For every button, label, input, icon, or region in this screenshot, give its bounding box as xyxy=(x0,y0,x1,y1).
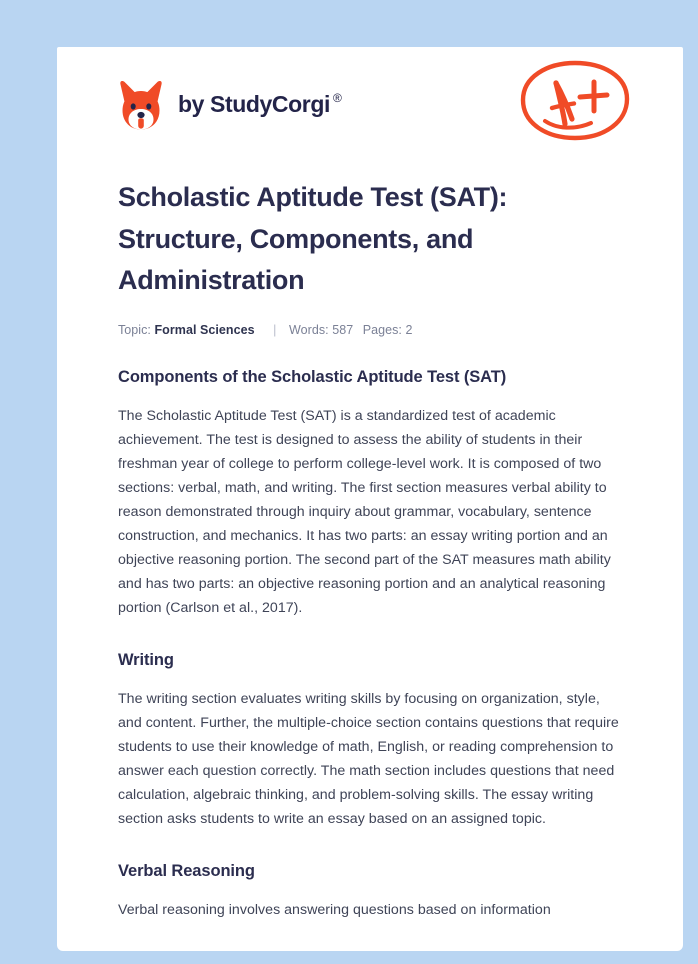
brand-wordmark xyxy=(178,93,341,116)
meta-separator: | xyxy=(273,322,277,337)
section-heading-components: Components of the Scholastic Aptitude Test (SAT) xyxy=(118,367,507,386)
meta-topic-value[interactable]: Formal Sciences xyxy=(154,322,255,337)
registered-trademark-icon: ® xyxy=(332,91,342,105)
document-metadata xyxy=(118,323,622,337)
a-plus-grade-circle-icon xyxy=(515,55,635,147)
meta-words-value: 587 xyxy=(332,322,354,337)
meta-words xyxy=(285,323,356,337)
section-heading-writing: Writing xyxy=(118,650,174,669)
document-page-card xyxy=(57,47,683,951)
meta-topic-label: Topic: xyxy=(118,322,151,337)
corgi-dog-icon xyxy=(118,79,164,131)
section-paragraph-writing: The writing section evaluates writing skills by focusing on organization, style, and content. Further, the multiple-choice section contains questions that require students to use their knowledge of math, English, or reading comprehension to answer each question correctly. The math section includes questions that need calculation, algebraic thinking, and problem-solving skills. The essay writing section asks students to write an essay based on an assigned topic. xyxy=(118,690,619,827)
section-paragraph-components: The Scholastic Aptitude Test (SAT) is a standardized test of academic achievement. The test is designed to assess the ability of students in their freshman year of college to perform college-level work. It is composed of two sections: verbal, math, and writing. The first section measures verbal ability to reason demonstrated through inquiry about grammar, vocabulary, sentence construction, and mechanics. It has two parts: an essay writing portion and an objective reasoning portion. The second part of the SAT measures math ability and has two parts: an objective reasoning portion and an analytical reasoning portion (Carlson et al., 2017). xyxy=(118,407,611,616)
meta-topic xyxy=(118,323,258,337)
studycorgi-brand-logo[interactable] xyxy=(118,79,341,131)
section-heading-verbal-reasoning: Verbal Reasoning xyxy=(118,861,255,880)
meta-pages-value: 2 xyxy=(405,322,413,337)
document-body xyxy=(57,177,683,922)
page-title: Scholastic Aptitude Test (SAT): Structure, Components, and Administration xyxy=(118,182,508,295)
meta-pages-label: Pages: xyxy=(362,322,402,337)
section-paragraph-verbal-reasoning: Verbal reasoning involves answering questions based on information xyxy=(118,901,551,918)
meta-pages xyxy=(363,323,413,337)
brand-wordmark-text: by StudyCorgi xyxy=(178,91,330,117)
document-header xyxy=(57,47,683,162)
meta-words-label: Words: xyxy=(288,322,329,337)
